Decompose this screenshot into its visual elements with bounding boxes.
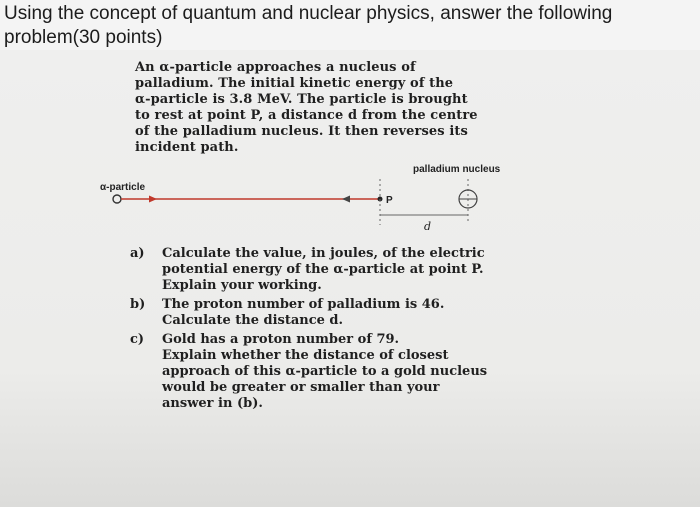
header-line-2: problem(30 points) — [4, 27, 163, 48]
intro-line: palladium. The initial kinetic energy of the — [135, 76, 454, 91]
question-list — [130, 246, 570, 415]
particle-label: α-particle — [100, 182, 146, 193]
intro-line: An α-particle approaches a nucleus of — [135, 60, 416, 75]
question-header — [4, 2, 694, 50]
point-label: P — [386, 195, 393, 206]
question-b — [130, 297, 570, 329]
distance-label: d — [424, 220, 432, 233]
question-line: answer in (b). — [162, 396, 263, 411]
question-c — [130, 332, 570, 412]
question-line: Calculate the value, in joules, of the electric — [162, 246, 485, 261]
question-line: The proton number of palladium is 46. — [162, 297, 445, 312]
question-line: approach of this α-particle to a gold nucleus — [162, 364, 488, 379]
problem-intro — [135, 60, 555, 156]
reverse-arrow-icon — [342, 196, 350, 203]
question-line: Calculate the distance d. — [162, 313, 344, 328]
question-a — [130, 246, 570, 294]
question-letter: a) — [130, 246, 145, 261]
intro-line: α-particle is 3.8 MeV. The particle is brought — [135, 92, 468, 107]
question-letter: b) — [130, 297, 146, 312]
header-line-1: Using the concept of quantum and nuclear physics, answer the following — [4, 3, 613, 24]
question-line: potential energy of the α-particle at point P. — [162, 262, 484, 277]
alpha-particle-icon — [113, 195, 121, 203]
forward-arrow-icon — [149, 196, 157, 203]
nucleus-label: palladium nucleus — [413, 164, 501, 175]
question-letter: c) — [130, 332, 145, 347]
question-line: Explain whether the distance of closest — [162, 348, 449, 363]
intro-line: to rest at point P, a distance d from the centre — [135, 108, 478, 123]
alpha-particle-diagram — [0, 155, 700, 235]
question-line: Gold has a proton number of 79. — [162, 332, 400, 347]
intro-line: of the palladium nucleus. It then reverses its — [135, 124, 468, 139]
question-line: would be greater or smaller than your — [162, 380, 440, 395]
question-line: Explain your working. — [162, 278, 322, 293]
intro-line: incident path. — [135, 140, 239, 155]
